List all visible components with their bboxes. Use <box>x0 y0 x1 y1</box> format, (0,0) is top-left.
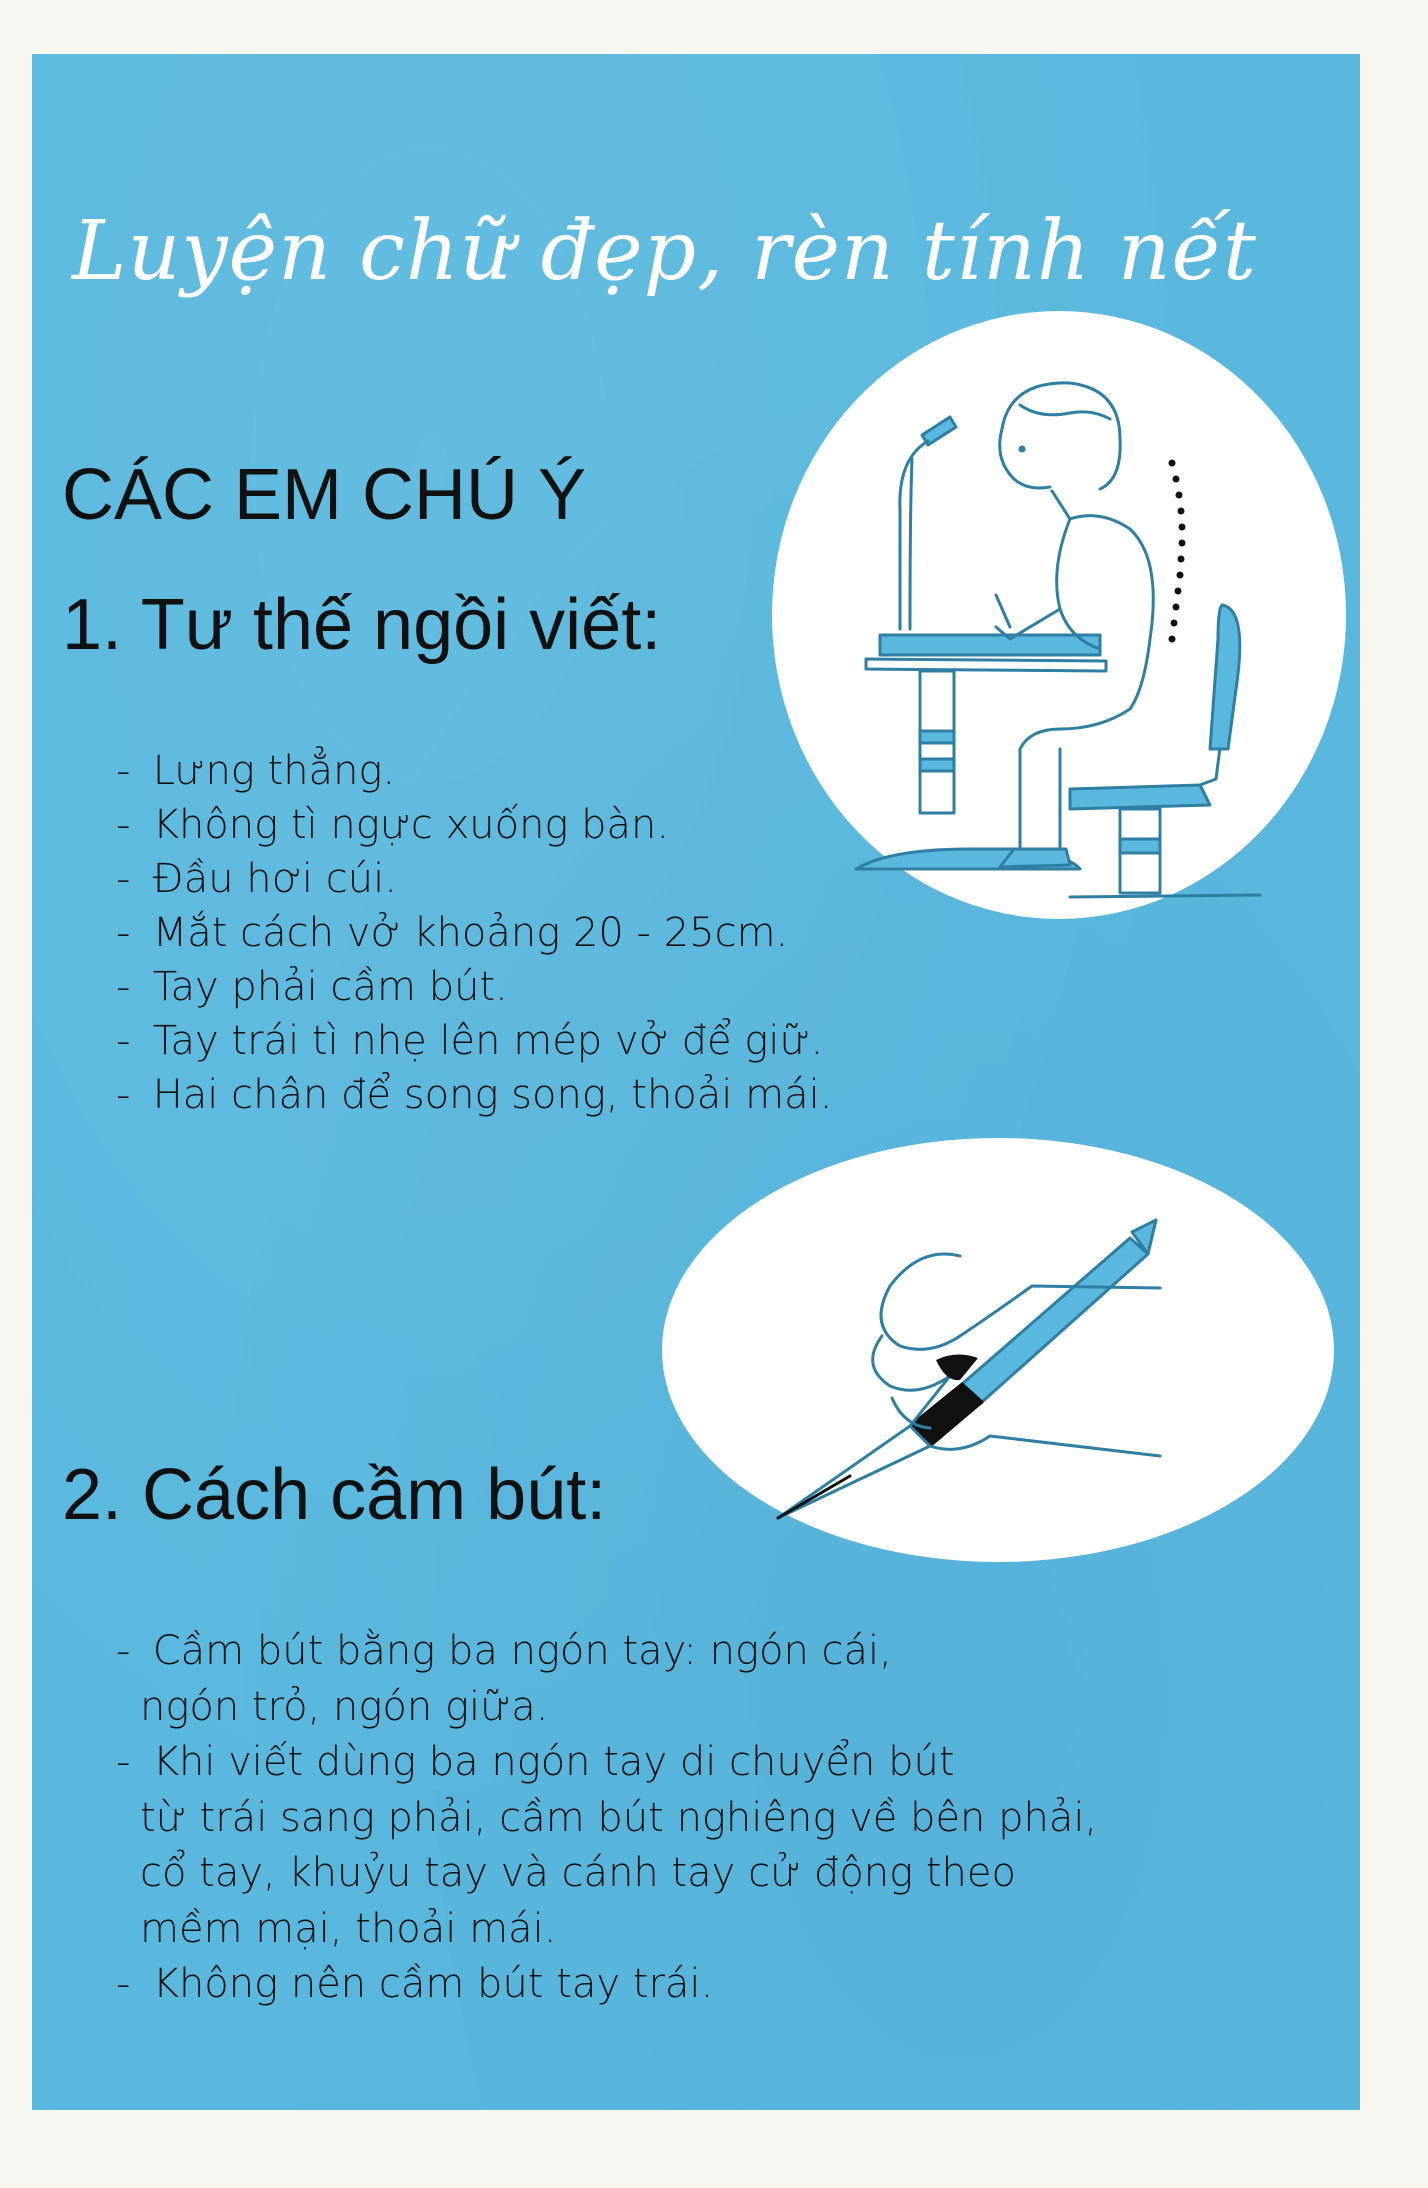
pen-heading: 2. Cách cầm bút: <box>62 1455 607 1535</box>
attention-heading: CÁC EM CHÚ Ý <box>62 455 587 535</box>
list-item: - Hai chân để song song, thoải mái. <box>116 1072 833 1118</box>
hand-holding-pen-illustration <box>660 1136 1336 1564</box>
list-item: - Không tì ngực xuống bàn. <box>116 802 670 848</box>
pen-list <box>116 1624 1097 2013</box>
list-item: - Khi viết dùng ba ngón tay di chuyển bút từ trái sang phải, cầm bút nghiêng về bên phải, cổ tay, khuỷu tay và cánh tay cử động theo mềm mại, thoải mái. <box>116 1739 1098 1952</box>
child-writing-at-desk-illustration <box>770 309 1348 921</box>
posture-list <box>116 744 832 1122</box>
list-item: - Đầu hơi cúi. <box>116 856 397 902</box>
list-item: - Lưng thẳng. <box>116 748 396 794</box>
posture-heading: 1. Tư thế ngồi viết: <box>62 585 662 665</box>
page-title: Luyện chữ đẹp, rèn tính nết <box>72 204 1257 299</box>
list-item: - Không nên cầm bút tay trái. <box>116 1961 714 2007</box>
lesson-card <box>32 54 1360 2110</box>
list-item: - Cầm bút bằng ba ngón tay: ngón cái, ngón trỏ, ngón giữa. <box>116 1628 892 1730</box>
list-item: - Tay phải cầm bút. <box>116 964 508 1010</box>
list-item: - Mắt cách vở khoảng 20 - 25cm. <box>116 910 789 956</box>
list-item: - Tay trái tì nhẹ lên mép vở để giữ. <box>116 1018 824 1064</box>
